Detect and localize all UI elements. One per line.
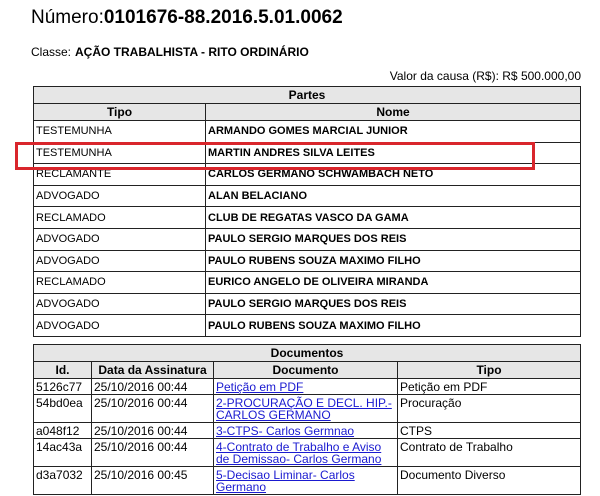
doc-data: 25/10/2016 00:44 <box>92 423 214 439</box>
parte-nome: CLUB DE REGATAS VASCO DA GAMA <box>206 207 581 229</box>
doc-id: 14ac43a <box>34 439 92 467</box>
parte-nome: EURICO ANGELO DE OLIVEIRA MIRANDA <box>206 272 581 294</box>
doc-data: 25/10/2016 00:44 <box>92 395 214 423</box>
parte-nome: PAULO RUBENS SOUZA MAXIMO FILHO <box>206 315 581 337</box>
table-row <box>34 164 581 186</box>
parte-tipo: ADVOGADO <box>34 315 206 337</box>
table-row <box>34 315 581 337</box>
valor-label: Valor da causa (R$): <box>389 69 499 83</box>
documentos-title: Documentos <box>34 345 581 362</box>
docs-col-tipo: Tipo <box>398 362 581 379</box>
parte-nome: ALAN BELACIANO <box>206 185 581 207</box>
doc-link[interactable]: 2-PROCURAÇÃO E DECL. HIP.- CARLOS GERMANO <box>216 396 392 422</box>
partes-col-tipo: Tipo <box>34 104 206 121</box>
docs-col-data: Data da Assinatura <box>92 362 214 379</box>
process-number <box>31 6 343 30</box>
doc-id: 54bd0ea <box>34 395 92 423</box>
process-class <box>31 44 309 60</box>
doc-data: 25/10/2016 00:44 <box>92 379 214 395</box>
table-row <box>34 272 581 294</box>
parte-tipo: ADVOGADO <box>34 293 206 315</box>
doc-tipo: Procuração <box>398 395 581 423</box>
table-row <box>34 467 581 495</box>
parte-tipo: TESTEMUNHA <box>34 142 206 164</box>
doc-id: d3a7032 <box>34 467 92 495</box>
numero-label: Número: <box>31 7 104 28</box>
doc-tipo: CTPS <box>398 423 581 439</box>
numero-value: 0101676-88.2016.5.01.0062 <box>103 7 343 28</box>
partes-title: Partes <box>34 87 581 104</box>
documentos-table <box>33 344 581 495</box>
valor-value: R$ 500.000,00 <box>502 69 581 83</box>
parte-tipo: ADVOGADO <box>34 250 206 272</box>
classe-label: Classe: <box>31 45 72 59</box>
table-row <box>34 293 581 315</box>
table-row <box>34 423 581 439</box>
table-row <box>34 185 581 207</box>
parte-nome: PAULO SERGIO MARQUES DOS REIS <box>206 293 581 315</box>
partes-col-nome: Nome <box>206 104 581 121</box>
parte-nome: MARTIN ANDRES SILVA LEITES <box>206 142 581 164</box>
parte-nome: PAULO RUBENS SOUZA MAXIMO FILHO <box>206 250 581 272</box>
doc-tipo: Documento Diverso <box>398 467 581 495</box>
parte-tipo: TESTEMUNHA <box>34 121 206 143</box>
doc-tipo: Contrato de Trabalho <box>398 439 581 467</box>
parte-tipo: ADVOGADO <box>34 185 206 207</box>
doc-id: a048f12 <box>34 423 92 439</box>
docs-col-documento: Documento <box>214 362 398 379</box>
parte-tipo: RECLAMADO <box>34 207 206 229</box>
parte-tipo: RECLAMADO <box>34 272 206 294</box>
valor-causa <box>390 68 581 84</box>
table-row <box>34 142 581 164</box>
table-row <box>34 207 581 229</box>
classe-value: AÇÃO TRABALHISTA - RITO ORDINÁRIO <box>75 45 309 59</box>
doc-link[interactable]: 4-Contrato de Trabalho e Aviso de Demissao- Carlos Germano <box>216 440 382 466</box>
doc-tipo: Petição em PDF <box>398 379 581 395</box>
doc-data: 25/10/2016 00:45 <box>92 467 214 495</box>
table-row <box>34 439 581 467</box>
doc-id: 5126c77 <box>34 379 92 395</box>
parte-nome: ARMANDO GOMES MARCIAL JUNIOR <box>206 121 581 143</box>
doc-link[interactable]: 3-CTPS- Carlos Germnao <box>216 424 355 438</box>
table-row <box>34 250 581 272</box>
parte-nome: PAULO SERGIO MARQUES DOS REIS <box>206 228 581 250</box>
parte-tipo: RECLAMANTE <box>34 164 206 186</box>
table-row <box>34 379 581 395</box>
table-row <box>34 121 581 143</box>
table-row <box>34 228 581 250</box>
doc-data: 25/10/2016 00:44 <box>92 439 214 467</box>
partes-table <box>33 86 581 337</box>
parte-nome: CARLOS GERMANO SCHWAMBACH NETO <box>206 164 581 186</box>
parte-tipo: ADVOGADO <box>34 228 206 250</box>
doc-link[interactable]: 5-Decisao Liminar- Carlos Germano <box>216 468 355 494</box>
doc-link[interactable]: Petição em PDF <box>216 380 304 394</box>
table-row <box>34 395 581 423</box>
docs-col-id: Id. <box>34 362 92 379</box>
